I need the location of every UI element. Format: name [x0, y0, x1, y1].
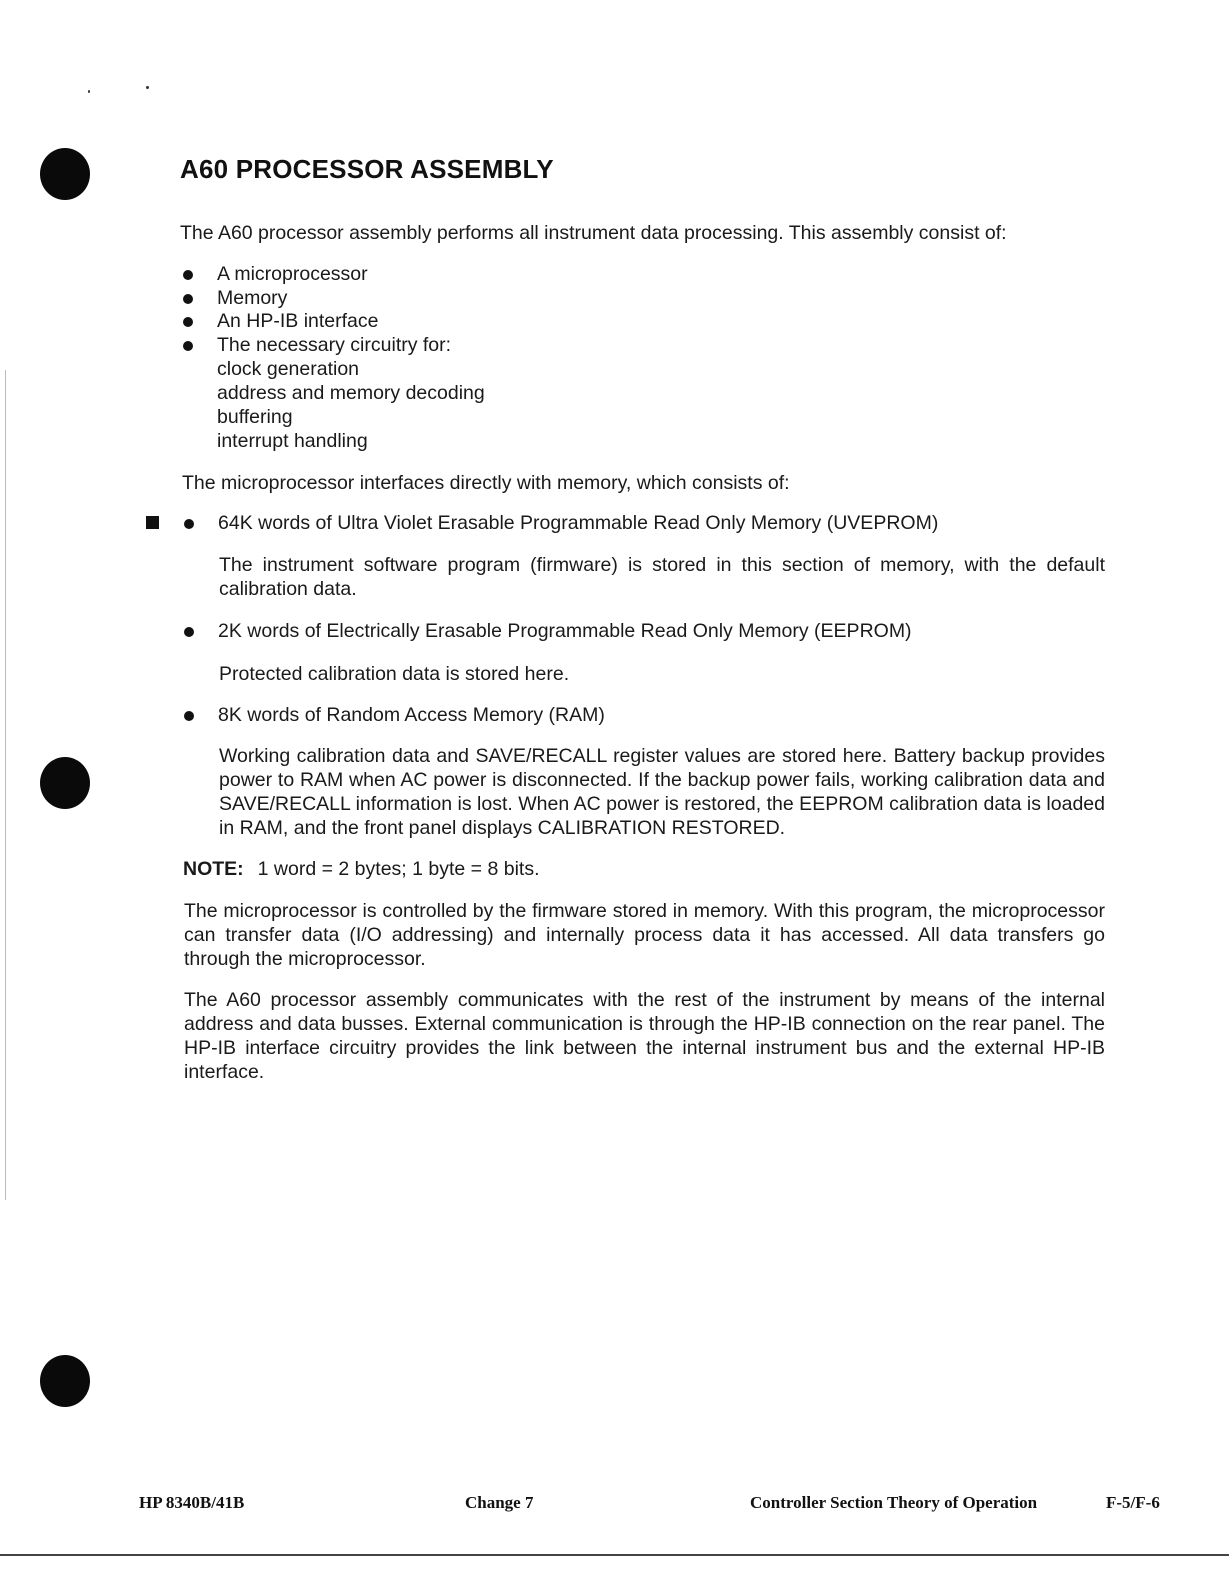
firmware-paragraph: The microprocessor is controlled by the firmware stored in memory. With this program, the microprocessor can transfer data (I/O addressing) and internally process data it has accessed. All data transfers go through the microprocessor.: [184, 900, 1105, 970]
memory-item-ram: 8K words of Random Access Memory (RAM): [181, 703, 605, 727]
binder-hole-bottom: [40, 1355, 90, 1407]
footer-rule: [0, 1554, 1229, 1556]
circuitry-item: clock generation: [217, 358, 360, 380]
margin-line: [5, 370, 6, 1200]
memory-item-eeprom: 2K words of Electrically Erasable Programmable Read Only Memory (EEPROM): [181, 619, 912, 643]
component-item: The necessary circuitry for:: [180, 333, 451, 357]
scan-speck: [88, 90, 90, 93]
circuitry-item: buffering: [217, 406, 293, 428]
memory-desc-ram: Working calibration data and SAVE/RECALL register values are stored here. Battery backup provides power to RAM when AC power is disconnected. If the backup power fails, working calibration data and SAVE/RECALL information is lost. When AC power is restored, the EEPROM calibration data is loaded in RAM, and the front panel displays CALIBRATION RESTORED.: [219, 745, 1105, 839]
binder-hole-top: [40, 148, 90, 200]
component-item: A microprocessor: [180, 262, 368, 286]
component-item: Memory: [180, 286, 287, 310]
component-item: An HP-IB interface: [180, 309, 378, 333]
binder-hole-middle: [40, 757, 90, 809]
memory-intro: The microprocessor interfaces directly with memory, which consists of:: [182, 472, 790, 494]
footer-page-number: F-5/F-6: [1106, 1493, 1160, 1512]
memory-item-uveprom: 64K words of Ultra Violet Erasable Programmable Read Only Memory (UVEPROM): [181, 511, 938, 535]
footer-section: Controller Section Theory of Operation: [750, 1493, 1038, 1512]
footer-model: HP 8340B/41B: [139, 1493, 245, 1512]
memory-desc-eeprom: Protected calibration data is stored here.: [219, 663, 570, 685]
intro-paragraph: The A60 processor assembly performs all instrument data processing. This assembly consist of:: [180, 222, 1007, 244]
circuitry-item: interrupt handling: [217, 430, 368, 452]
footer-change: Change 7: [465, 1493, 534, 1512]
note-label: NOTE:: [183, 858, 244, 880]
note-text: 1 word = 2 bytes; 1 byte = 8 bits.: [257, 858, 540, 880]
note: [183, 857, 1083, 881]
page-title: A60 PROCESSOR ASSEMBLY: [180, 154, 554, 184]
circuitry-item: address and memory decoding: [217, 382, 485, 404]
scan-speck: [146, 86, 149, 89]
change-bar: [146, 516, 159, 529]
memory-desc-uveprom: The instrument software program (firmware) is stored in this section of memory, with the default calibration data.: [219, 554, 1105, 600]
communication-paragraph: The A60 processor assembly communicates with the rest of the instrument by means of the internal address and data busses. External communication is through the HP-IB connection on the rear panel. The HP-IB interface circuitry provides the link between the internal instrument bus and the external HP-IB interface.: [184, 989, 1105, 1083]
